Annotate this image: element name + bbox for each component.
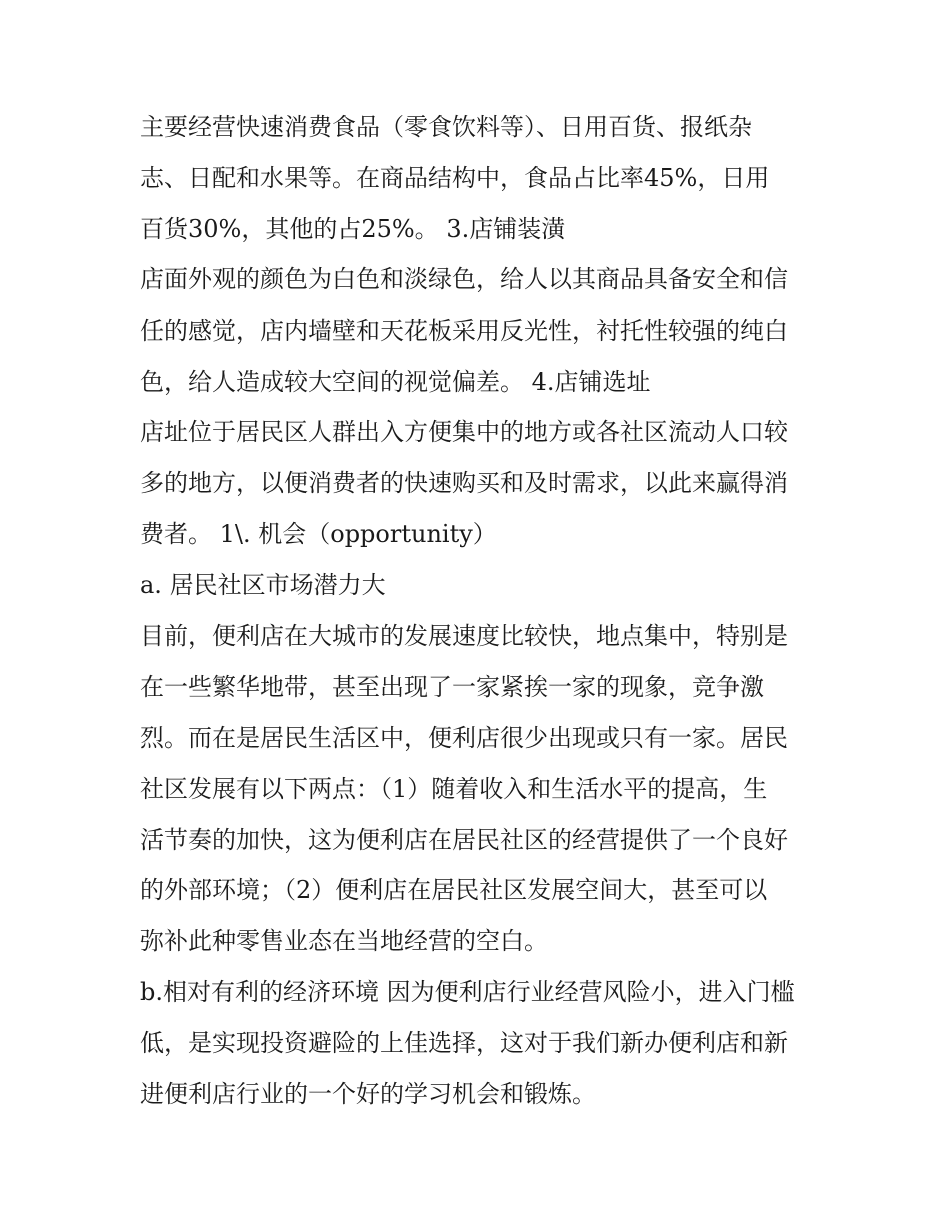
text-line: 店面外观的颜色为白色和淡绿色，给人以其商品具备安全和信	[140, 265, 788, 293]
text-line: 百货30%，其他的占25%。 3.店铺装潢	[140, 215, 566, 243]
text-line: 低，是实现投资避险的上佳选择，这对于我们新办便利店和新	[140, 1029, 788, 1057]
text-line: 社区发展有以下两点：（1）随着收入和生活水平的提高，生	[140, 775, 768, 803]
text-line: 烈。而在是居民生活区中，便利店很少出现或只有一家。居民	[140, 724, 788, 752]
text-line: 多的地方，以便消费者的快速购买和及时需求，以此来赢得消	[140, 469, 788, 497]
text-line: b.相对有利的经济环境 因为便利店行业经营风险小，进入门槛	[140, 978, 795, 1006]
text-line: 店址位于居民区人群出入方便集中的地方或各社区流动人口较	[140, 418, 788, 446]
text-line: 主要经营快速消费食品（零食饮料等）、日用百货、报纸杂	[140, 113, 752, 141]
text-line: 目前，便利店在大城市的发展速度比较快，地点集中，特别是	[140, 622, 788, 650]
text-line: 志、日配和水果等。在商品结构中，食品占比率45%，日用	[140, 164, 770, 192]
text-line: 在一些繁华地带，甚至出现了一家紧挨一家的现象，竞争激	[140, 673, 764, 701]
text-line: 进便利店行业的一个好的学习机会和锻炼。	[140, 1080, 596, 1108]
text-line: 费者。 1\. 机会（opportunity）	[140, 520, 497, 548]
text-line: 任的感觉，店内墙壁和天花板采用反光性，衬托性较强的纯白	[140, 317, 788, 345]
text-line: 色，给人造成较大空间的视觉偏差。 4.店铺选址	[140, 368, 651, 396]
text-line: 活节奏的加快，这为便利店在居民社区的经营提供了一个良好	[140, 826, 788, 854]
text-line: 的外部环境；（2）便利店在居民社区发展空间大，甚至可以	[140, 876, 768, 904]
text-line: 弥补此种零售业态在当地经营的空白。	[140, 927, 548, 955]
section-heading: a. 居民社区市场潜力大	[140, 571, 386, 599]
